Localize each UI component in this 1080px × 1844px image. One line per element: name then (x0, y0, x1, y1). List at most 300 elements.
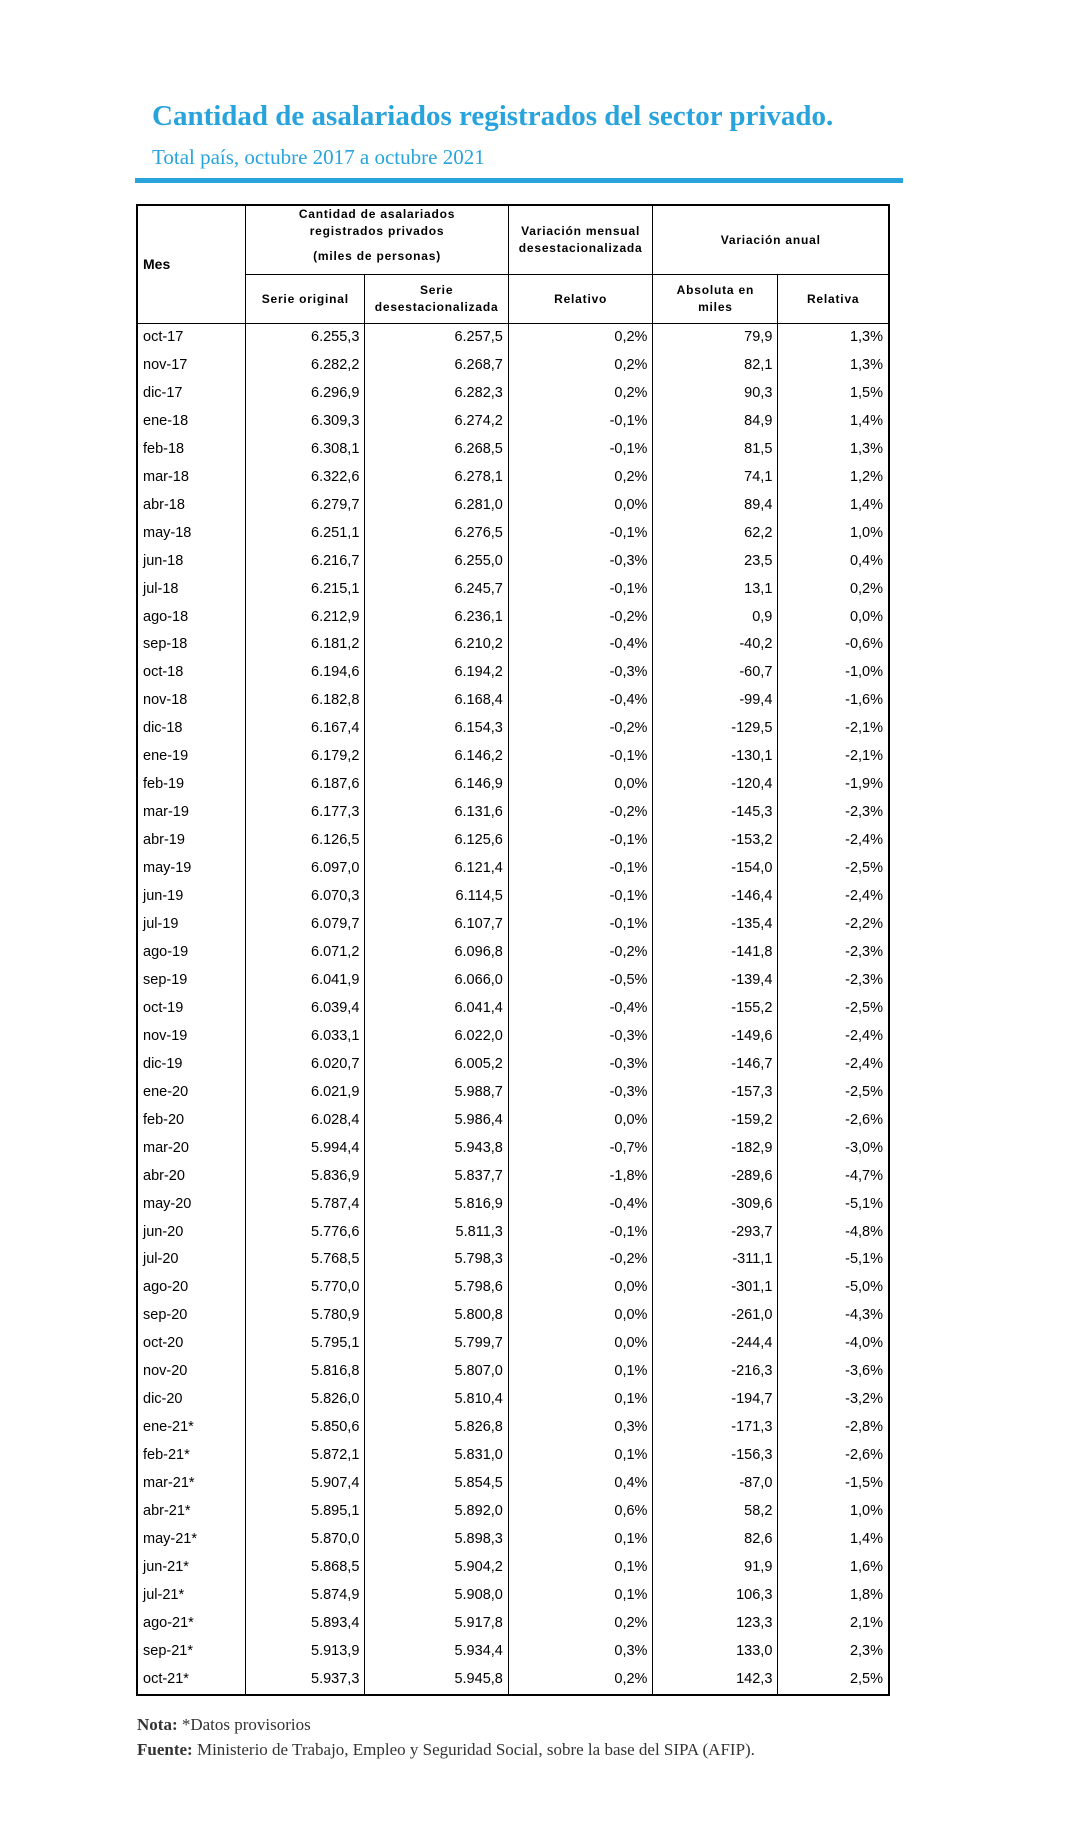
cell-var-mensual-relativo: -0,5% (508, 967, 653, 995)
table-row (137, 1666, 889, 1695)
table-row (137, 939, 889, 967)
cell-var-mensual-relativo: 0,1% (508, 1526, 653, 1554)
cell-mes: mar-20 (143, 1139, 189, 1156)
page-subtitle: Total país, octubre 2017 a octubre 2021 (152, 145, 485, 169)
cell-var-anual-relativa: 2,1% (778, 1610, 889, 1638)
table-row (137, 687, 889, 715)
cell-var-anual-absoluta: -120,4 (653, 771, 778, 799)
cell-var-anual-relativa: -5,1% (778, 1246, 889, 1274)
table-row (137, 1219, 889, 1247)
cell-mes: nov-20 (143, 1363, 188, 1380)
cell-mes: ago-20 (143, 1279, 189, 1296)
cell-var-mensual-relativo: 0,1% (508, 1554, 653, 1582)
table-row (137, 548, 889, 576)
cell-var-mensual-relativo: -0,3% (508, 1051, 653, 1079)
cell-serie-original: 5.874,9 (246, 1582, 365, 1610)
table-row (137, 1386, 889, 1414)
cell-serie-desest: 6.121,4 (365, 855, 508, 883)
table-row (137, 1023, 889, 1051)
cell-var-anual-relativa: -2,2% (778, 911, 889, 939)
cell-serie-desest: 6.210,2 (365, 631, 508, 659)
cell-var-anual-relativa: 1,6% (778, 1554, 889, 1582)
cell-var-anual-relativa: -1,9% (778, 771, 889, 799)
cell-var-mensual-relativo: 0,3% (508, 1638, 653, 1666)
header-relativo: Relativo (508, 275, 653, 324)
cell-var-anual-relativa: -2,8% (778, 1414, 889, 1442)
cell-serie-desest: 6.168,4 (365, 687, 508, 715)
header-absoluta (653, 275, 778, 324)
cell-var-mensual-relativo: -0,1% (508, 743, 653, 771)
cell-serie-original: 5.994,4 (246, 1135, 365, 1163)
cell-var-anual-relativa: -5,0% (778, 1274, 889, 1302)
cell-serie-original: 6.296,9 (246, 380, 365, 408)
cell-mes: dic-19 (143, 1055, 183, 1072)
cell-serie-desest: 6.154,3 (365, 715, 508, 743)
cell-var-mensual-relativo: 0,2% (508, 324, 653, 352)
cell-serie-desest: 6.282,3 (365, 380, 508, 408)
cell-var-anual-relativa: -2,3% (778, 967, 889, 995)
table-row (137, 1358, 889, 1386)
table-row (137, 604, 889, 632)
cell-mes: ene-19 (143, 748, 189, 765)
cell-var-anual-relativa: -3,2% (778, 1386, 889, 1414)
cell-serie-original: 5.868,5 (246, 1554, 365, 1582)
cell-var-anual-absoluta: -129,5 (653, 715, 778, 743)
table-row (137, 1610, 889, 1638)
cell-var-anual-relativa: -3,6% (778, 1358, 889, 1386)
cell-var-anual-absoluta: -154,0 (653, 855, 778, 883)
cell-var-anual-absoluta: 82,6 (653, 1526, 778, 1554)
cell-var-anual-absoluta: -153,2 (653, 827, 778, 855)
cell-serie-original: 5.795,1 (246, 1330, 365, 1358)
header-serie-desest-line1: Serie (419, 283, 454, 297)
header-var-mensual (508, 205, 653, 275)
cell-var-anual-absoluta: -40,2 (653, 631, 778, 659)
table-row (137, 771, 889, 799)
cell-mes: abr-20 (143, 1167, 185, 1184)
cell-var-mensual-relativo: -0,2% (508, 604, 653, 632)
table-row (137, 1442, 889, 1470)
cell-var-anual-relativa: 1,5% (778, 380, 889, 408)
cell-serie-original: 6.255,3 (246, 324, 365, 352)
header-var-mensual-line1: Variación mensual (521, 224, 641, 238)
cell-var-anual-relativa: 1,4% (778, 408, 889, 436)
cell-var-mensual-relativo: 0,0% (508, 771, 653, 799)
cell-var-anual-relativa: 0,4% (778, 548, 889, 576)
cell-var-anual-absoluta: -301,1 (653, 1274, 778, 1302)
cell-var-anual-relativa: -2,3% (778, 799, 889, 827)
cell-var-mensual-relativo: -0,1% (508, 408, 653, 436)
cell-serie-original: 6.070,3 (246, 883, 365, 911)
cell-serie-original: 5.770,0 (246, 1274, 365, 1302)
table-row (137, 1302, 889, 1330)
cell-mes: feb-20 (143, 1111, 185, 1128)
cell-var-mensual-relativo: 0,1% (508, 1358, 653, 1386)
table-row (137, 659, 889, 687)
table-row (137, 631, 889, 659)
cell-mes: feb-21* (143, 1447, 190, 1464)
cell-var-anual-absoluta: 142,3 (653, 1666, 778, 1695)
cell-var-anual-relativa: 1,3% (778, 436, 889, 464)
cell-var-mensual-relativo: -0,1% (508, 827, 653, 855)
cell-serie-original: 5.870,0 (246, 1526, 365, 1554)
header-mes: Mes (137, 205, 246, 324)
cell-mes: may-19 (143, 860, 192, 877)
table-row (137, 464, 889, 492)
cell-serie-original: 5.913,9 (246, 1638, 365, 1666)
cell-var-anual-relativa: 1,8% (778, 1582, 889, 1610)
table-row (137, 855, 889, 883)
cell-var-anual-relativa: -1,0% (778, 659, 889, 687)
cell-serie-original: 6.322,6 (246, 464, 365, 492)
header-serie-desest-line2: desestacionalizada (374, 300, 499, 314)
cell-var-anual-absoluta: -139,4 (653, 967, 778, 995)
cell-mes: oct-20 (143, 1335, 184, 1352)
cell-var-anual-absoluta: -289,6 (653, 1163, 778, 1191)
cell-serie-original: 6.079,7 (246, 911, 365, 939)
fuente-line (137, 1737, 755, 1762)
cell-serie-desest: 5.800,8 (365, 1302, 508, 1330)
cell-var-anual-absoluta: -141,8 (653, 939, 778, 967)
table-row (137, 1526, 889, 1554)
cell-var-mensual-relativo: 0,0% (508, 1330, 653, 1358)
cell-var-mensual-relativo: 0,2% (508, 380, 653, 408)
cell-var-anual-relativa: -2,1% (778, 715, 889, 743)
cell-mes: oct-19 (143, 999, 184, 1016)
cell-serie-desest: 6.114,5 (365, 883, 508, 911)
cell-var-mensual-relativo: 0,1% (508, 1442, 653, 1470)
cell-var-mensual-relativo: -0,1% (508, 911, 653, 939)
table-row (137, 995, 889, 1023)
cell-serie-desest: 6.245,7 (365, 576, 508, 604)
cell-var-anual-absoluta: -135,4 (653, 911, 778, 939)
cell-var-anual-absoluta: -244,4 (653, 1330, 778, 1358)
cell-var-mensual-relativo: 0,0% (508, 1274, 653, 1302)
cell-serie-original: 5.907,4 (246, 1470, 365, 1498)
cell-serie-original: 6.309,3 (246, 408, 365, 436)
cell-serie-original: 5.787,4 (246, 1191, 365, 1219)
cell-serie-desest: 5.934,4 (365, 1638, 508, 1666)
cell-var-anual-absoluta: 89,4 (653, 492, 778, 520)
cell-serie-desest: 5.908,0 (365, 1582, 508, 1610)
cell-var-mensual-relativo: 0,4% (508, 1470, 653, 1498)
cell-serie-desest: 5.799,7 (365, 1330, 508, 1358)
cell-serie-desest: 6.022,0 (365, 1023, 508, 1051)
cell-var-anual-absoluta: -309,6 (653, 1191, 778, 1219)
cell-serie-desest: 5.816,9 (365, 1191, 508, 1219)
table-body (137, 324, 889, 1695)
cell-serie-desest: 5.904,2 (365, 1554, 508, 1582)
header-cantidad-group (246, 205, 509, 275)
table-row (137, 1554, 889, 1582)
cell-serie-desest: 5.811,3 (365, 1219, 508, 1247)
cell-serie-original: 6.308,1 (246, 436, 365, 464)
cell-var-anual-absoluta: -99,4 (653, 687, 778, 715)
table-row (137, 1330, 889, 1358)
cell-serie-original: 6.182,8 (246, 687, 365, 715)
cell-var-mensual-relativo: -0,1% (508, 855, 653, 883)
cell-var-anual-absoluta: -146,4 (653, 883, 778, 911)
cell-mes: jul-18 (143, 580, 179, 597)
nota-line (137, 1712, 755, 1737)
table-row (137, 967, 889, 995)
cell-mes: nov-18 (143, 692, 188, 709)
table-row (137, 1498, 889, 1526)
cell-serie-desest: 5.986,4 (365, 1107, 508, 1135)
cell-var-mensual-relativo: 0,2% (508, 464, 653, 492)
cell-serie-original: 5.872,1 (246, 1442, 365, 1470)
header-absoluta-line1: Absoluta en (676, 283, 755, 297)
table-row (137, 1638, 889, 1666)
cell-var-anual-relativa: -0,6% (778, 631, 889, 659)
cell-serie-original: 6.071,2 (246, 939, 365, 967)
cell-var-mensual-relativo: 0,3% (508, 1414, 653, 1442)
header-cantidad-line1: Cantidad de asalariados registrados privados (298, 207, 456, 238)
cell-serie-desest: 6.146,2 (365, 743, 508, 771)
cell-var-anual-relativa: -2,5% (778, 1079, 889, 1107)
cell-mes: may-21* (143, 1530, 197, 1547)
cell-serie-desest: 6.276,5 (365, 520, 508, 548)
cell-serie-desest: 6.257,5 (365, 324, 508, 352)
cell-mes: dic-17 (143, 384, 183, 401)
cell-var-mensual-relativo: 0,1% (508, 1386, 653, 1414)
cell-var-mensual-relativo: -0,2% (508, 799, 653, 827)
cell-var-anual-relativa: -4,8% (778, 1219, 889, 1247)
cell-var-anual-absoluta: 82,1 (653, 352, 778, 380)
cell-var-anual-absoluta: -130,1 (653, 743, 778, 771)
table-row (137, 1274, 889, 1302)
cell-serie-desest: 5.831,0 (365, 1442, 508, 1470)
cell-var-anual-absoluta: -145,3 (653, 799, 778, 827)
cell-serie-original: 5.893,4 (246, 1610, 365, 1638)
table-row (137, 1163, 889, 1191)
table-row (137, 1470, 889, 1498)
cell-var-mensual-relativo: -0,3% (508, 1079, 653, 1107)
cell-var-mensual-relativo: -0,2% (508, 1246, 653, 1274)
cell-var-anual-absoluta: 74,1 (653, 464, 778, 492)
cell-mes: nov-17 (143, 356, 188, 373)
cell-var-mensual-relativo: -0,1% (508, 520, 653, 548)
cell-mes: dic-18 (143, 720, 183, 737)
cell-mes: nov-19 (143, 1027, 188, 1044)
cell-serie-desest: 5.943,8 (365, 1135, 508, 1163)
cell-serie-original: 6.177,3 (246, 799, 365, 827)
cell-var-anual-relativa: -2,6% (778, 1442, 889, 1470)
cell-serie-desest: 6.066,0 (365, 967, 508, 995)
cell-mes: feb-19 (143, 776, 185, 793)
cell-serie-desest: 5.826,8 (365, 1414, 508, 1442)
header-absoluta-line2: miles (698, 300, 733, 314)
table-row (137, 1135, 889, 1163)
cell-serie-desest: 6.096,8 (365, 939, 508, 967)
cell-serie-original: 6.020,7 (246, 1051, 365, 1079)
table-row (137, 715, 889, 743)
cell-mes: oct-18 (143, 664, 184, 681)
cell-mes: oct-17 (143, 329, 184, 345)
table-row (137, 576, 889, 604)
cell-serie-original: 5.895,1 (246, 1498, 365, 1526)
cell-var-mensual-relativo: 0,2% (508, 1610, 653, 1638)
cell-mes: oct-21* (143, 1670, 189, 1687)
cell-mes: jul-21* (143, 1586, 185, 1603)
cell-mes: jun-18 (143, 552, 184, 569)
table-row (137, 492, 889, 520)
cell-mes: sep-19 (143, 971, 188, 988)
cell-var-anual-absoluta: 13,1 (653, 576, 778, 604)
cell-serie-original: 6.033,1 (246, 1023, 365, 1051)
cell-var-mensual-relativo: 0,0% (508, 1302, 653, 1330)
cell-mes: mar-21* (143, 1475, 195, 1492)
cell-var-mensual-relativo: 0,0% (508, 1107, 653, 1135)
cell-serie-original: 6.216,7 (246, 548, 365, 576)
cell-serie-original: 6.282,2 (246, 352, 365, 380)
cell-var-anual-absoluta: 133,0 (653, 1638, 778, 1666)
nota-text: *Datos provisorios (181, 1715, 311, 1734)
cell-mes: may-18 (143, 524, 192, 541)
cell-serie-original: 5.826,0 (246, 1386, 365, 1414)
cell-serie-original: 6.126,5 (246, 827, 365, 855)
cell-serie-original: 6.187,6 (246, 771, 365, 799)
cell-mes: ene-18 (143, 412, 189, 429)
cell-var-mensual-relativo: -0,4% (508, 631, 653, 659)
cell-var-mensual-relativo: -0,2% (508, 939, 653, 967)
cell-var-anual-relativa: -5,1% (778, 1191, 889, 1219)
cell-serie-desest: 6.268,5 (365, 436, 508, 464)
cell-serie-original: 6.215,1 (246, 576, 365, 604)
cell-serie-original: 5.836,9 (246, 1163, 365, 1191)
cell-var-anual-relativa: -2,4% (778, 827, 889, 855)
fuente-label: Fuente: (137, 1740, 193, 1759)
title-underline (135, 178, 903, 183)
cell-serie-original: 5.768,5 (246, 1246, 365, 1274)
cell-mes: ago-18 (143, 608, 189, 625)
cell-var-anual-relativa: -2,5% (778, 995, 889, 1023)
cell-var-anual-absoluta: -149,6 (653, 1023, 778, 1051)
cell-serie-desest: 6.255,0 (365, 548, 508, 576)
header-relativa: Relativa (778, 275, 889, 324)
cell-var-anual-relativa: -2,4% (778, 883, 889, 911)
header-serie-desest (365, 275, 508, 324)
cell-mes: abr-19 (143, 832, 185, 849)
notes (137, 1712, 755, 1762)
table-row (137, 520, 889, 548)
table-row (137, 1107, 889, 1135)
cell-var-mensual-relativo: -1,8% (508, 1163, 653, 1191)
cell-var-mensual-relativo: -0,3% (508, 659, 653, 687)
cell-serie-original: 6.194,6 (246, 659, 365, 687)
cell-var-anual-relativa: 0,2% (778, 576, 889, 604)
cell-var-anual-absoluta: 90,3 (653, 380, 778, 408)
cell-serie-desest: 6.146,9 (365, 771, 508, 799)
cell-var-anual-absoluta: -60,7 (653, 659, 778, 687)
cell-serie-original: 6.179,2 (246, 743, 365, 771)
cell-var-mensual-relativo: 0,1% (508, 1582, 653, 1610)
cell-var-mensual-relativo: -0,4% (508, 1191, 653, 1219)
cell-var-anual-relativa: 1,4% (778, 1526, 889, 1554)
fuente-text: Ministerio de Trabajo, Empleo y Seguridad Social, sobre la base del SIPA (AFIP). (196, 1740, 755, 1759)
cell-var-anual-relativa: -2,3% (778, 939, 889, 967)
cell-mes: may-20 (143, 1195, 192, 1212)
cell-var-anual-relativa: 2,3% (778, 1638, 889, 1666)
cell-var-anual-relativa: 0,0% (778, 604, 889, 632)
cell-var-anual-absoluta: -261,0 (653, 1302, 778, 1330)
cell-var-anual-relativa: -2,1% (778, 743, 889, 771)
cell-var-anual-relativa: 2,5% (778, 1666, 889, 1695)
cell-serie-desest: 6.268,7 (365, 352, 508, 380)
table-row (137, 1191, 889, 1219)
cell-serie-original: 5.776,6 (246, 1219, 365, 1247)
cell-serie-original: 5.816,8 (246, 1358, 365, 1386)
cell-serie-desest: 6.278,1 (365, 464, 508, 492)
cell-var-anual-absoluta: -87,0 (653, 1470, 778, 1498)
cell-var-anual-absoluta: 84,9 (653, 408, 778, 436)
cell-var-anual-relativa: 1,2% (778, 464, 889, 492)
cell-serie-desest: 6.194,2 (365, 659, 508, 687)
table-row (137, 911, 889, 939)
cell-serie-original: 6.212,9 (246, 604, 365, 632)
cell-var-mensual-relativo: -0,2% (508, 715, 653, 743)
cell-serie-original: 5.780,9 (246, 1302, 365, 1330)
cell-serie-desest: 5.798,6 (365, 1274, 508, 1302)
cell-mes: jul-20 (143, 1251, 179, 1268)
cell-serie-desest: 5.898,3 (365, 1526, 508, 1554)
cell-serie-desest: 5.854,5 (365, 1470, 508, 1498)
table-row (137, 380, 889, 408)
cell-serie-original: 6.028,4 (246, 1107, 365, 1135)
cell-serie-desest: 5.945,8 (365, 1666, 508, 1695)
table-row (137, 408, 889, 436)
cell-serie-original: 5.850,6 (246, 1414, 365, 1442)
cell-var-mensual-relativo: 0,2% (508, 1666, 653, 1695)
page-title: Cantidad de asalariados registrados del sector privado. (152, 100, 834, 132)
cell-var-anual-relativa: -4,3% (778, 1302, 889, 1330)
table-row (137, 1414, 889, 1442)
cell-var-anual-relativa: 1,3% (778, 352, 889, 380)
cell-serie-desest: 6.281,0 (365, 492, 508, 520)
cell-serie-desest: 5.807,0 (365, 1358, 508, 1386)
cell-var-anual-absoluta: -194,7 (653, 1386, 778, 1414)
cell-var-mensual-relativo: -0,1% (508, 883, 653, 911)
cell-serie-original: 6.039,4 (246, 995, 365, 1023)
cell-var-anual-relativa: -1,6% (778, 687, 889, 715)
cell-serie-desest: 5.798,3 (365, 1246, 508, 1274)
cell-var-mensual-relativo: -0,4% (508, 687, 653, 715)
cell-var-anual-absoluta: -171,3 (653, 1414, 778, 1442)
cell-var-anual-absoluta: 62,2 (653, 520, 778, 548)
cell-var-mensual-relativo: -0,4% (508, 995, 653, 1023)
cell-serie-desest: 6.274,2 (365, 408, 508, 436)
cell-mes: jun-21* (143, 1558, 189, 1575)
cell-var-anual-absoluta: 91,9 (653, 1554, 778, 1582)
cell-var-anual-absoluta: 123,3 (653, 1610, 778, 1638)
header-cantidad-line2: (miles de personas) (313, 249, 441, 263)
cell-var-anual-absoluta: 79,9 (653, 324, 778, 352)
cell-var-mensual-relativo: 0,6% (508, 1498, 653, 1526)
table-row (137, 743, 889, 771)
header-var-mensual-line2: desestacionalizada (518, 241, 643, 255)
cell-var-anual-absoluta: 58,2 (653, 1498, 778, 1526)
cell-var-anual-absoluta: -293,7 (653, 1219, 778, 1247)
cell-mes: jun-19 (143, 888, 184, 905)
cell-serie-original: 6.251,1 (246, 520, 365, 548)
table-row (137, 324, 889, 352)
cell-var-mensual-relativo: -0,1% (508, 1219, 653, 1247)
table-row (137, 1582, 889, 1610)
nota-label: Nota: (137, 1715, 178, 1734)
table-row (137, 883, 889, 911)
table-row (137, 1246, 889, 1274)
cell-var-anual-relativa: -2,5% (778, 855, 889, 883)
